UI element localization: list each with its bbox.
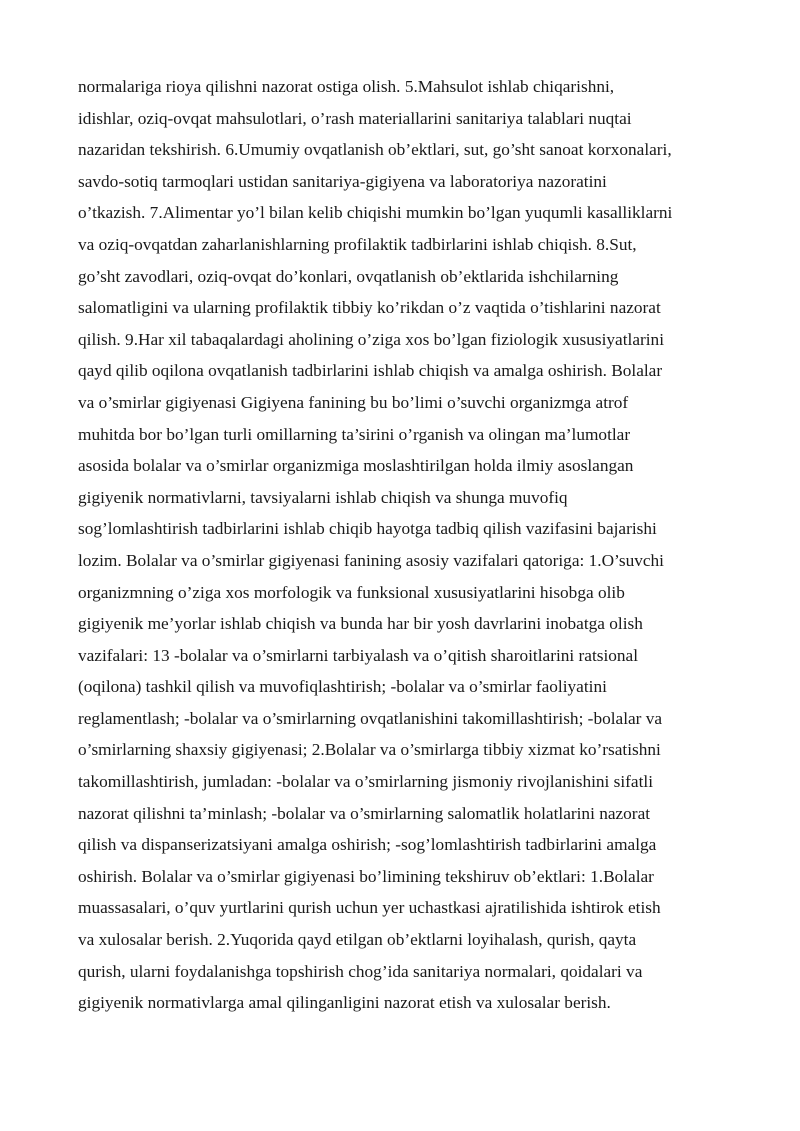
text-line: savdo-sotiq tarmoqlari ustidan sanitariya-gigiyena va laboratoriya nazoratini	[78, 171, 607, 191]
text-line: go’sht zavodlari, oziq-ovqat do’konlari, ovqatlanish ob’ektlarida ishchilarning	[78, 266, 619, 286]
text-line: qurish, ularni foydalanishga topshirish chog’ida sanitariya normalari, qoidalari va	[78, 961, 643, 981]
text-line: va oziq-ovqatdan zaharlanishlarning profilaktik tadbirlarini ishlab chiqish. 8.Sut,	[78, 234, 637, 254]
text-line: gigiyenik me’yorlar ishlab chiqish va bunda har bir yosh davrlarini inobatga olish	[78, 614, 643, 634]
text-line: normalariga rioya qilishni nazorat ostiga olish. 5.Mahsulot ishlab chiqarishni,	[78, 77, 615, 96]
text-line: organizmning o’ziga xos morfologik va funksional xususiyatlarini hisobga olib	[78, 582, 625, 602]
text-line: gigiyenik normativlarga amal qilinganligini nazorat etish va xulosalar berish.	[78, 993, 611, 1013]
text-line: qilish va dispanserizatsiyani amalga oshirish; -sog’lomlashtirish tadbirlarini amalga	[78, 835, 657, 855]
text-line: lozim. Bolalar va o’smirlar gigiyenasi fanining asosiy vazifalari qatoriga: 1.O’suvchi	[78, 550, 664, 570]
text-line: idishlar, oziq-ovqat mahsulotlari, o’rash materiallarini sanitariya talablari nuqtai	[78, 108, 632, 128]
text-line: (oqilona) tashkil qilish va muvofiqlashtirish; -bolalar va o’smirlar faoliyatini	[78, 677, 607, 697]
text-line: qilish. 9.Har xil tabaqalardagi aholining o’ziga xos bo’lgan fiziologik xususiyatlarini	[78, 329, 664, 349]
text-line: muassasalari, o’quv yurtlarini qurish uchun yer uchastkasi ajratilishida ishtirok etish	[78, 898, 661, 918]
text-line: o’tkazish. 7.Alimentar yo’l bilan kelib chiqishi mumkin bo’lgan yuqumli kasalliklarni	[78, 203, 673, 223]
text-line: asosida bolalar va o’smirlar organizmiga moslashtirilgan holda ilmiy asoslangan	[78, 456, 634, 476]
text-line: va o’smirlar gigiyenasi Gigiyena fanining bu bo’limi o’suvchi organizmga atrof	[78, 392, 629, 412]
text-line: nazaridan tekshirish. 6.Umumiy ovqatlanish ob’ektlari, sut, go’sht sanoat korxonalari,	[78, 140, 672, 160]
text-line: salomatligini va ularning profilaktik tibbiy ko’rikdan o’z vaqtida o’tishlarini nazorat	[78, 298, 661, 318]
text-line: takomillashtirish, jumladan: -bolalar va o’smirlarning jismoniy rivojlanishini sifatli	[78, 772, 653, 792]
text-line: qayd qilib oqilona ovqatlanish tadbirlarini ishlab chiqish va amalga oshirish. Bolalar	[78, 361, 663, 381]
text-line: gigiyenik normativlarni, tavsiyalarni ishlab chiqish va shunga muvofiq	[78, 487, 568, 507]
text-line: o’smirlarning shaxsiy gigiyenasi; 2.Bolalar va o’smirlarga tibbiy xizmat ko’rsatishni	[78, 740, 661, 760]
text-line: oshirish. Bolalar va o’smirlar gigiyenasi bo’limining tekshiruv ob’ektlari: 1.Bolalar	[78, 866, 654, 886]
text-line: sog’lomlashtirish tadbirlarini ishlab chiqib hayotga tadbiq qilish vazifasini bajarishi	[78, 519, 657, 539]
body-text	[78, 71, 728, 1019]
text-line: vazifalari: 13 -bolalar va o’smirlarni tarbiyalash va o’qitish sharoitlarini ratsional	[78, 645, 639, 665]
text-line: nazorat qilishni ta’minlash; -bolalar va o’smirlarning salomatlik holatlarini nazorat	[78, 803, 651, 823]
text-line: va xulosalar berish. 2.Yuqorida qayd etilgan ob’ektlarni loyihalash, qurish, qayta	[78, 930, 637, 950]
text-line: reglamentlash; -bolalar va o’smirlarning ovqatlanishini takomillashtirish; -bolalar va	[78, 708, 663, 728]
text-line: muhitda bor bo’lgan turli omillarning ta’sirini o’rganish va olingan ma’lumotlar	[78, 424, 631, 444]
